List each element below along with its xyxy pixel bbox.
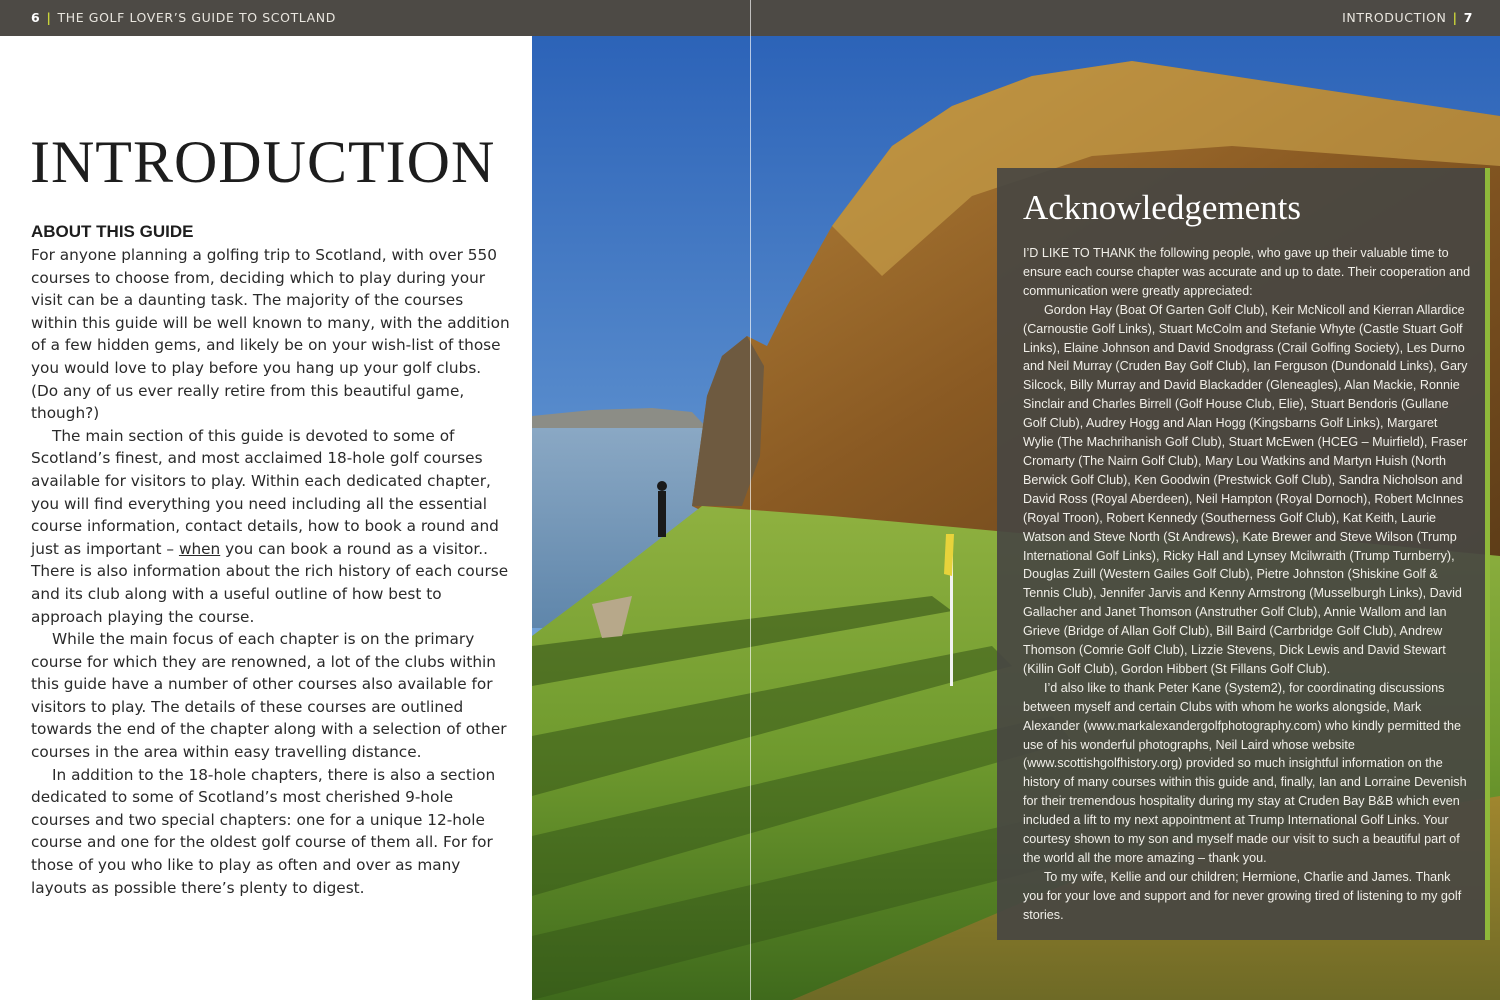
left-page-number: 6 [31,10,41,25]
section-heading: ABOUT THIS GUIDE [31,222,194,241]
chapter-title: INTRODUCTION [1342,10,1447,25]
ack-paragraph: Gordon Hay (Boat Of Garten Golf Club), Keir McNicoll and Kierran Allardice (Carnoustie Golf Links), Stuart McColm and Stefanie Whyte (Castle Stuart Golf Links), Elaine Johnson and David Snodgrass (Crail Golfing Society), Les Durno and Neil Murray (Cruden Bay Golf Club), Ian Ferguson (Dundonald Links), Gary Silcock, Billy Murray and David Blackadder (Gleneagles), Alan Mackie, Ronnie Sinclair and Charles Birrell (Golf House Club, Elie), Stuart Bendoris (Gullane Golf Club), Audrey Hogg and Alan Hogg (Kingsbarns Golf Links), Margaret Wylie (The Machrihanish Golf Club), Stuart McEwen (HCEG – Muirfield), Fraser Cromarty (The Nairn Golf Club), Mary Lou Watkins and Martyn Huish (North Berwick Golf Club), Ken Goodwin (Prestwick Golf Club), Sandra Nicholson and David Ross (Royal Aberdeen), Neil Hampton (Royal Dornoch), Robert McInnes (Royal Troon), Robert Kennedy (Southerness Golf Club), Kat Keith, Laurie Watson and Steve North (St Andrews), Kate Brewer and Steve Wilson (Trump International Golf Links), Ricky Hall and Lynsey Mcilwraith (Trump Turnberry), Douglas Zuill (Western Gailes Golf Club), Pietre Johnston (Shiskine Golf & Tennis Club), Jennifer Jarvis and Kenny Armstrong (Musselburgh Links), David Gallacher and Janet Thomson (Anstruther Golf Club), Annie Wallom and Ian Grieve (Bridge of Allan Golf Club), Bill Baird (Carrbridge Golf Club), Andrew Thomson (Comrie Golf Club), Lizzie Stevens, Dick Lewis and David Stewart (Killin Golf Club), Gordon Hibbert (St Fillans Golf Club). [1023,302,1468,676]
underlined-word: when [178,539,221,558]
header-separator: | [1452,10,1458,25]
intro-paragraph: While the main focus of each chapter is on the primary course for which they are renowned, a lot of the clubs within this guide have a number of other courses also available for visitors to play. The details of these courses are outlined towards the end of the chapter along with a selection of other courses in the area within easy travelling distance. [31,630,507,762]
header-separator: | [46,10,52,25]
acknowledgements-text [1023,244,1471,925]
left-running-header [31,10,336,25]
ack-paragraph: I’d also like to thank Peter Kane (System2), for coordinating discussions between myself and certain Clubs with whom he works alongside, Mark Alexander (www.markalexandergolfphotography.com) who kindly permitted the use of his wonderful photographs, Neil Laird whose website (www.scottishgolfhistory.org) provided so much insightful information on the history of many courses within this guide and, finally, Ian and Lorraine Devenish for their tremendous hospitality during my stay at Cruden Bay B&B which even included a lift to my next appointment at Trump International Golf Links. Your courtesy shown to my son and myself made our visit to such a beautiful part of the world all the more amazing – thank you. [1023,680,1467,865]
ack-paragraph: I’D LIKE TO THANK the following people, who gave up their valuable time to ensure each course chapter was accurate and up to date. Their cooperation and communication were greatly appreciated: [1023,246,1471,298]
book-title: THE GOLF LOVER’S GUIDE TO SCOTLAND [57,10,336,25]
ack-paragraph: To my wife, Kellie and our children; Hermione, Charlie and James. Thank you for your love and support and for never growing tired of listening to my golf stories. [1023,869,1462,922]
acknowledgements-title: Acknowledgements [1023,188,1301,227]
text-run: you can book a round as a visitor.. There is also information about the rich history of each course and its club along with a useful outline of how best to approach playing the course. [31,539,509,626]
intro-paragraph [31,425,511,628]
intro-paragraph: In addition to the 18-hole chapters, there is also a section dedicated to some of Scotland’s most cherished 9-hole courses and two special chapters: one for a unique 12-hole course and one for the oldest golf course of them all. For for those of you who like to play as often and over as many layouts as possible there’s plenty to digest. [31,765,496,897]
book-spine-fold [750,0,751,1000]
intro-body-text [31,244,511,899]
right-page-number: 7 [1463,10,1473,25]
right-running-header [1342,10,1473,25]
text-run: The main section of this guide is devoted to some of Scotland’s finest, and most acclaimed 18-hole golf courses available for visitors to play. Within each dedicated chapter, you will find everything you need including all the essential course information, contact details, how to book a round and just as important – [31,426,499,558]
acknowledgements-panel [997,168,1490,940]
page-title: INTRODUCTION [30,129,496,195]
intro-paragraph: For anyone planning a golfing trip to Scotland, with over 550 courses to choose from, deciding which to play during your visit can be a daunting task. The majority of the courses within this guide will be well known to many, with the addition of a few hidden gems, and likely be on your wish-list of those you would love to play before you hang up your golf clubs. (Do any of us ever really retire from this beautiful game, though?) [31,246,510,423]
